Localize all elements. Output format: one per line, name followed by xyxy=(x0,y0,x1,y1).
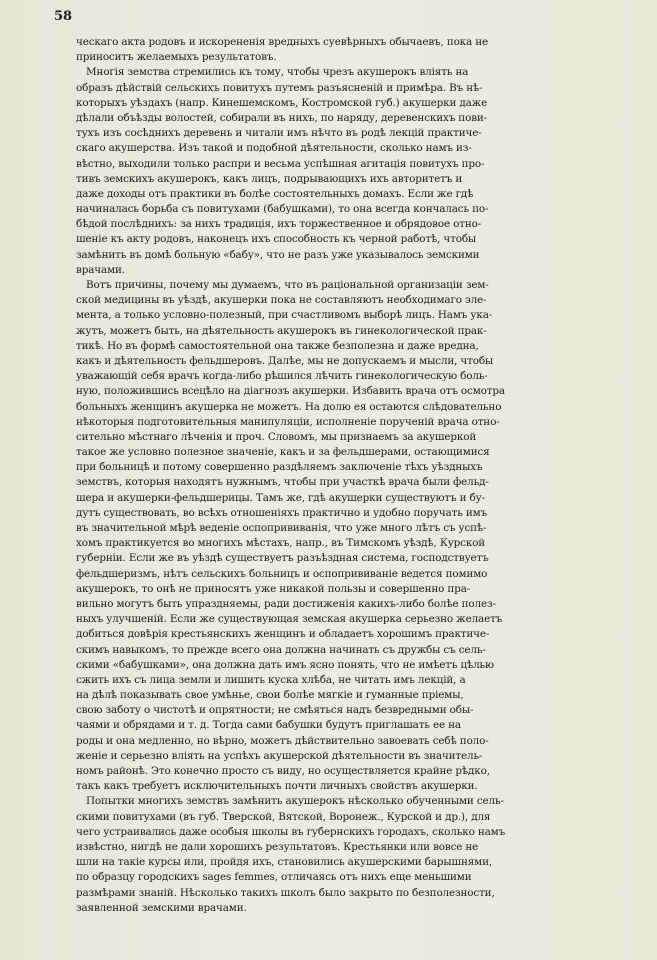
text-line: фельдшеризмъ, нѣтъ сельскихъ больницъ и оспопрививаніе ведется помимо xyxy=(76,567,488,580)
text-line: при больницѣ и потому совершенно раздѣляемъ заключеніе тѣхъ уѣздныхъ xyxy=(76,461,483,474)
text-line: тикѣ. Но въ формѣ самостоятельной она также безполезна и даже вредна, xyxy=(76,339,479,352)
text-line: роды и она медленно, но вѣрно, можетъ дѣйствительно завоевать себѣ поло- xyxy=(76,734,489,747)
text-line: вильно могутъ быть упраздняемы, ради достиженія какихъ-либо болѣе полез- xyxy=(76,597,496,610)
text-line: чаями и обрядами и т. д. Тогда сами бабушки будутъ приглашать ее на xyxy=(76,719,461,732)
text-line: добиться довѣрія крестьянскихъ женщинъ и обладаетъ хорошимъ практиче- xyxy=(76,628,490,641)
page-number: 58 xyxy=(54,9,73,24)
text-line: даже доходы отъ практики въ болѣе состоятельныхъ домахъ. Если же гдѣ xyxy=(76,187,474,200)
text-line: ской медицины въ уѣздѣ, акушерки пока не составляютъ необходимаго эле- xyxy=(76,294,487,307)
text-line: акушерокъ, то онѣ не приносятъ уже никакой пользы и совершенно пра- xyxy=(76,582,471,595)
text-line: которыхъ уѣздахъ (напр. Кинешемскомъ, Костромской губ.) акушерки даже xyxy=(76,96,488,109)
text-line: хомъ практикуется во многихъ мѣстахъ, напр., въ Тимскомъ уѣздѣ, Курской xyxy=(76,537,486,550)
text-line: номъ районѣ. Это конечно просто съ виду, но осуществляется крайне рѣдко, xyxy=(76,765,490,777)
text-line: больныхъ женщинъ акушерка не можетъ. На долю ея остаются слѣдовательно xyxy=(76,400,502,413)
text-line: Многія земства стремились къ тому, чтобы чрезъ акушерокъ вліять на xyxy=(86,66,469,79)
text-line: какъ и дѣятельность фельдшеровъ. Далѣе, мы не допускаемъ и мысли, чтобы xyxy=(76,354,494,367)
text-line: дѣлали объѣзды волостей, собирали въ нихъ, по наряду, деревенскихъ пови- xyxy=(76,111,488,124)
text-line: вѣстно, выходили только распри и весьма успѣшная агитація повитухъ про- xyxy=(76,157,485,170)
text-line: скимъ навыкомъ, то прежде всего она должна начинать съ дружбы съ сель- xyxy=(76,643,486,656)
text-line: заявленной земскими врачами. xyxy=(76,901,247,914)
text-line: замѣнить въ домѣ больную «бабу», что не разъ уже указывалось земскими xyxy=(76,248,480,261)
text-line: начиналась борьба съ повитухами (бабушками), то она всегда кончалась по- xyxy=(76,203,489,216)
text-line: извѣстно, нигдѣ не дали хорошихъ результатовъ. Крестьянки или вовсе не xyxy=(76,840,479,853)
text-line: ныхъ улучшеній. Если же существующая земская акушерка серьезно желаетъ xyxy=(76,613,503,626)
text-line: ную, положившись всецѣло на діагнозъ акушерки. Избавить врача отъ осмотра xyxy=(76,385,505,398)
text-line: мента, а только условно-полезный, при счастливомъ выборѣ лицъ. Намъ ука- xyxy=(76,309,493,322)
text-line: тухъ изъ сосѣднихъ деревень и читали имъ нѣчто въ родѣ лекцій практиче- xyxy=(76,127,482,140)
text-line: дутъ существовать, во всѣхъ отношеніяхъ практично и удобно поручать имъ xyxy=(76,506,488,519)
text-line: ческаго акта родовъ и искорененія вредныхъ суевѣрныхъ обычаевъ, пока не xyxy=(76,36,488,48)
text-line: шеніе къ акту родовъ, наконецъ ихъ способность къ черной работѣ, чтобы xyxy=(76,233,477,246)
text-line: жутъ, можетъ быть, на дѣятельность акушерокъ въ гинекологической прак- xyxy=(76,324,487,337)
text-line: бѣдой послѣднихъ: за нихъ традиція, ихъ торжественное и обрядовое отно- xyxy=(76,218,482,231)
text-line: тивъ земскихъ акушерокъ, какъ лицъ, подрывающихъ ихъ авторитетъ и xyxy=(76,172,463,185)
text-line: по образцу городскихъ sages femmes, отличаясь отъ нихъ еще меньшими xyxy=(76,871,472,884)
text-line: сжить ихъ съ лица земли и лишить куска хлѣба, не читать имъ лекцій, а xyxy=(76,673,466,686)
text-line: скаго акушерства. Изъ такой и подобной дѣятельности, сколько намъ из- xyxy=(76,142,472,155)
text-line: врачами. xyxy=(76,263,125,276)
text-line: приноситъ желаемыхъ результатовъ. xyxy=(76,51,277,64)
text-line: чего устраивались даже особыя школы въ губернскихъ городахъ, сколько намъ xyxy=(76,825,506,838)
text-line: Попытки многихъ земствъ замѣнить акушерокъ нѣсколько обученными сель- xyxy=(86,795,504,808)
text-line: скими «бабушками», она должна дать имъ ясно понять, что не имѣетъ цѣлью xyxy=(76,658,494,671)
text-line: уважающій себя врачъ когда-либо рѣшился лѣчить гинекологическую боль- xyxy=(76,370,488,383)
text-line: губерніи. Если же въ уѣздѣ существуетъ разъѣздная система, господствуетъ xyxy=(76,552,489,565)
text-line: такое же условно полезное значеніе, какъ и за фельдшерами, остающимися xyxy=(76,446,490,459)
text-line: въ значительной мѣрѣ веденіе оспопрививанія, что уже много лѣтъ съ успѣ- xyxy=(76,522,487,534)
text-line: скими повитухами (въ губ. Тверской, Вятской, Воронеж., Курской и др.), для xyxy=(76,810,491,823)
text-line: женіе и серьезно вліять на успѣхъ акушерской дѣятельности въ значитель- xyxy=(76,749,483,762)
text-line: шера и акушерки-фельдшерицы. Тамъ же, гдѣ акушерки существуютъ и бу- xyxy=(76,491,485,504)
text-line: нѣкоторыя подготовительныя манипуляціи, исполненіе порученій врача отно- xyxy=(76,415,500,428)
text-line: образъ дѣйствій сельскихъ повитухъ путемъ разъясненій и примѣра. Въ нѣ- xyxy=(76,81,483,94)
text-line: Вотъ причины, почему мы думаемъ, что въ раціональной организаціи зем- xyxy=(86,279,489,291)
text-line: сительно мѣстнаго лѣченія и проч. Словомъ, мы признаемъ за акушеркой xyxy=(76,430,477,443)
text-line: на дѣлѣ показывать свое умѣнье, свои болѣе мягкіе и гуманные пріемы, xyxy=(76,689,464,702)
body-text xyxy=(76,35,648,916)
text-line: земствъ, которыя находятъ нужнымъ, чтобы при участкѣ врача были фельд- xyxy=(76,476,489,489)
text-line: шли на такіе курсы или, пройдя ихъ, становились акушерскими барышнями, xyxy=(76,856,493,869)
text-line: такъ какъ требуетъ исключительныхъ почти личныхъ свойствъ акушерки. xyxy=(76,780,478,793)
text-line: свою заботу о чистотѣ и опрятности; не смѣяться надъ безвредными обы- xyxy=(76,704,474,717)
text-line: размѣрами знаній. Нѣсколько такихъ школъ было закрыто по безполезности, xyxy=(76,886,495,899)
